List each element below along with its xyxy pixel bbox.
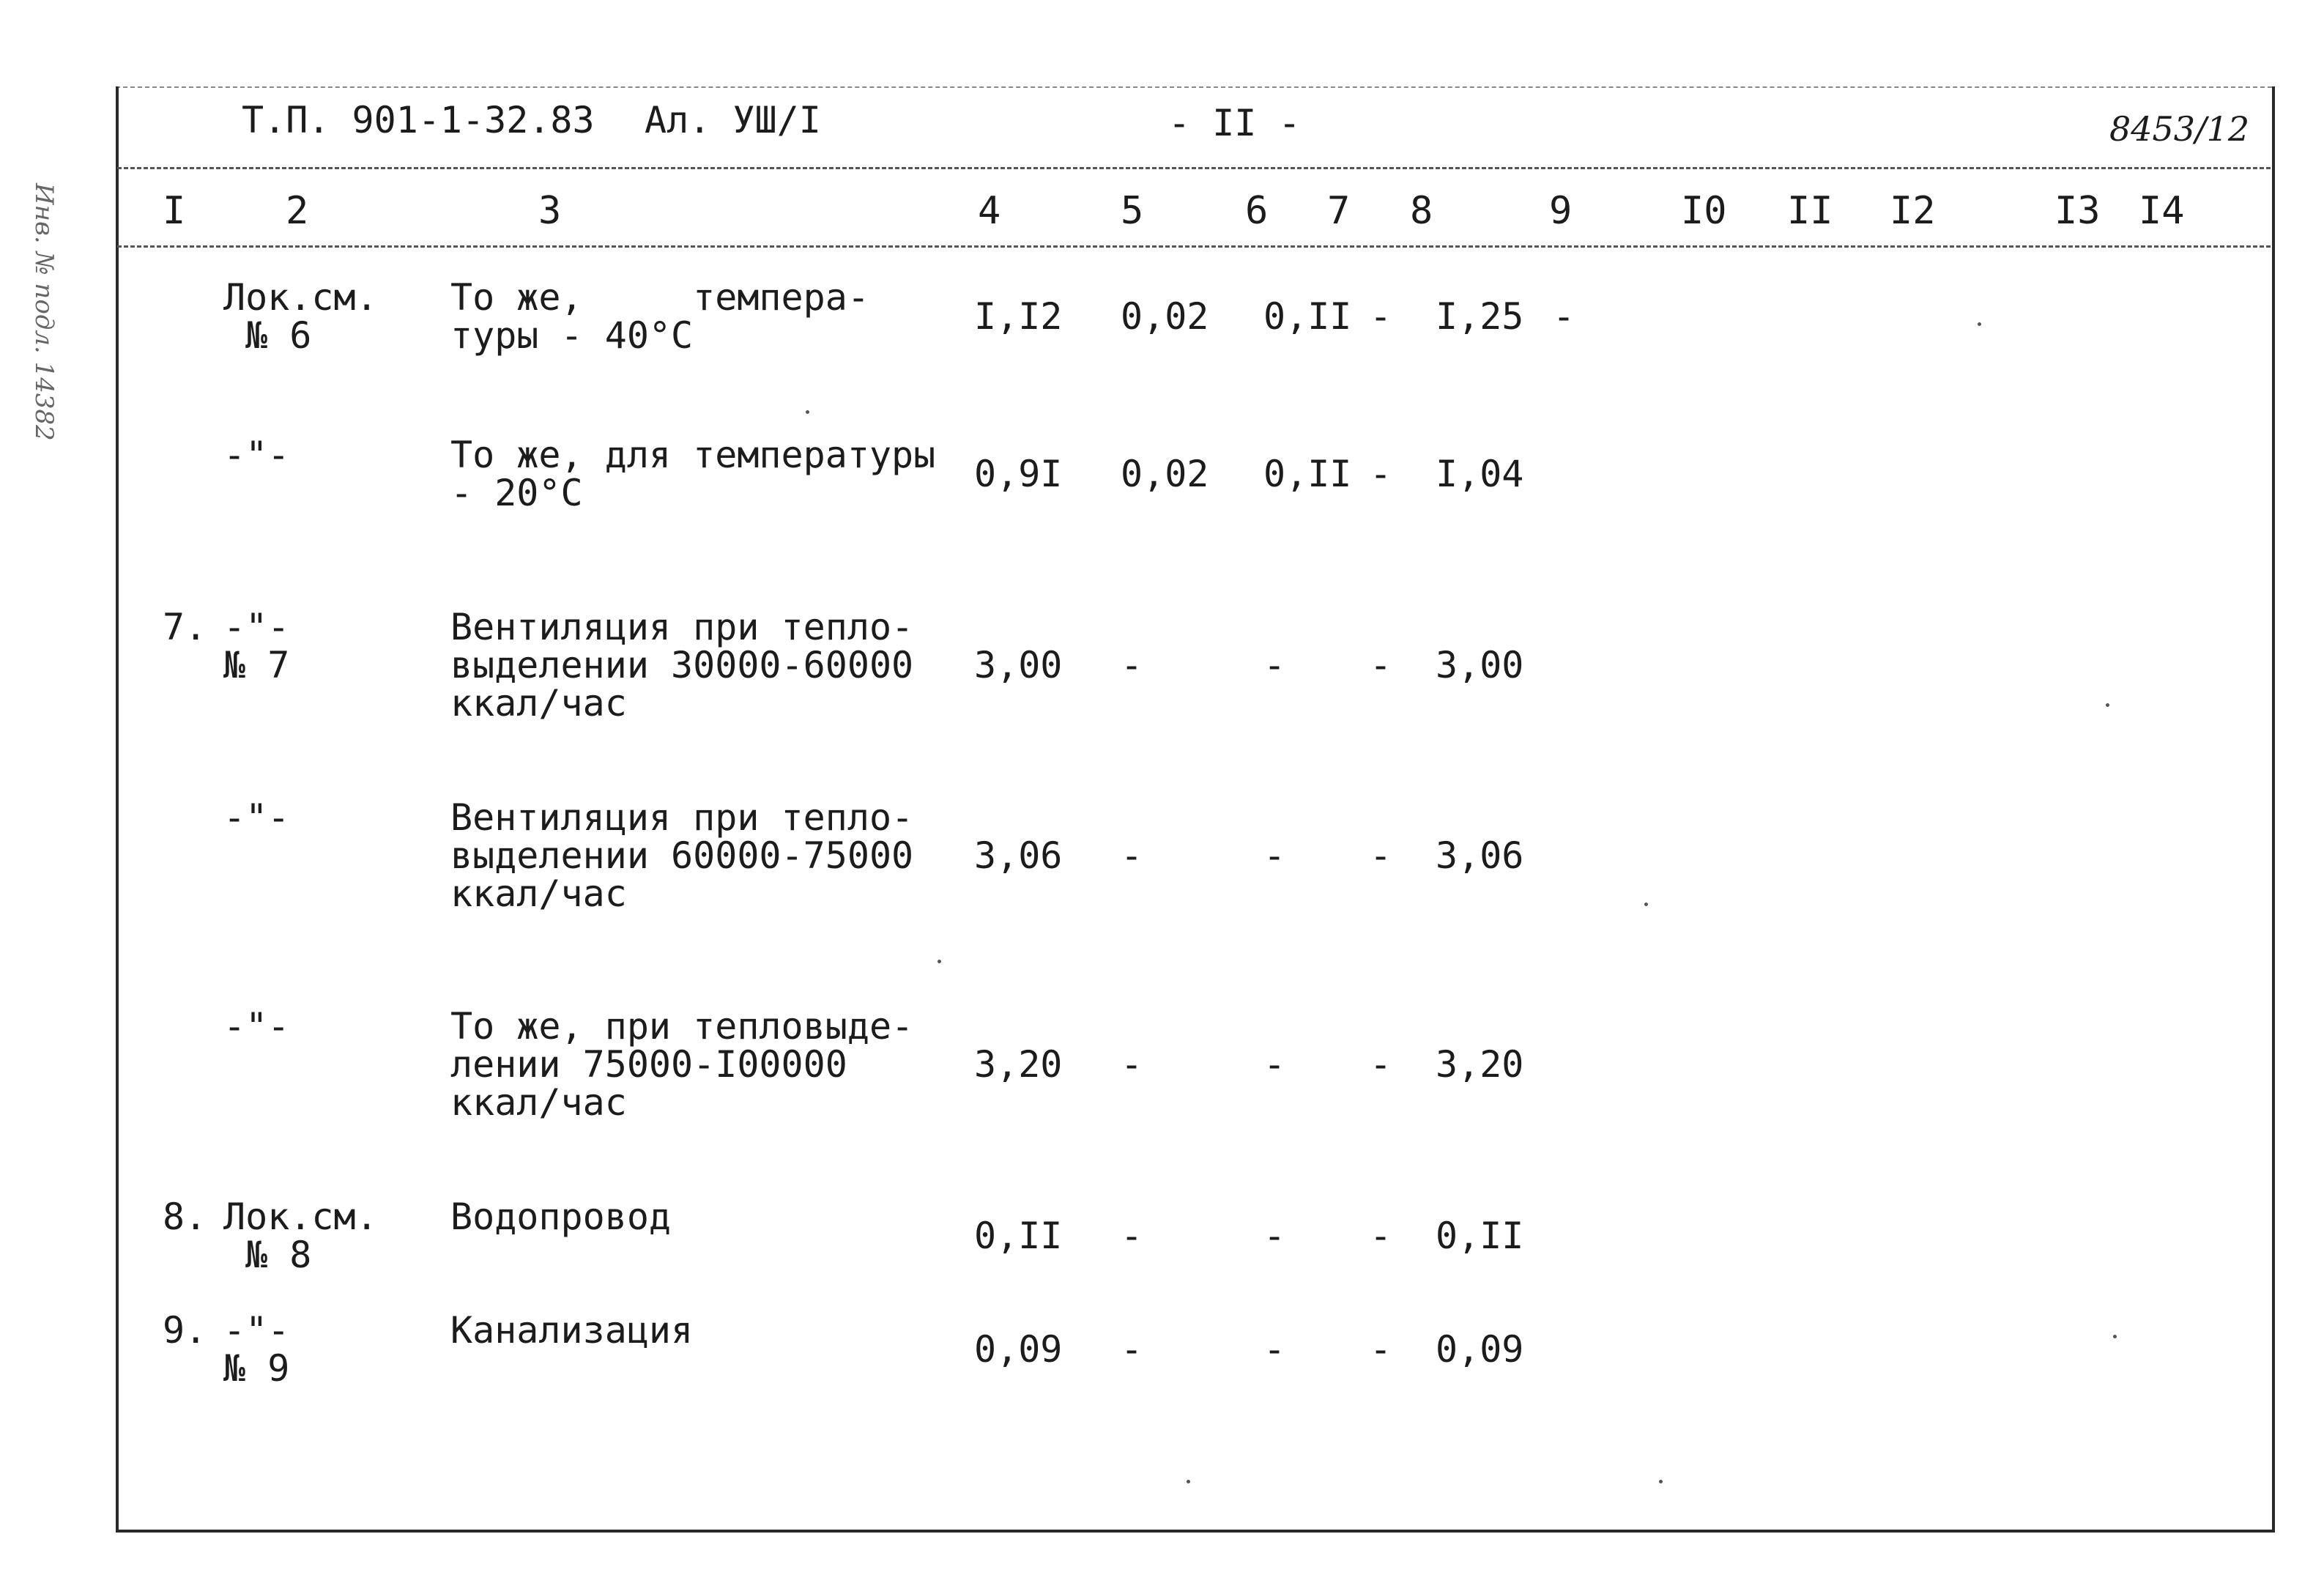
scan-speck bbox=[806, 410, 809, 414]
scan-speck bbox=[1978, 322, 1981, 326]
cell-col-7: - bbox=[1370, 453, 1392, 495]
cell-col-7: - bbox=[1370, 644, 1392, 686]
cell-col-4: 3,20 bbox=[974, 1043, 1063, 1086]
scan-speck bbox=[1659, 1480, 1663, 1483]
page-number: - II - bbox=[1168, 102, 1301, 144]
estimate-ref: Лок.см. № 6 bbox=[223, 276, 378, 357]
work-description: То же, для температуры - 20°С bbox=[450, 434, 936, 514]
row-number: 8. bbox=[163, 1196, 207, 1238]
cell-col-8: 3,00 bbox=[1436, 644, 1524, 686]
cell-col-8: 0,09 bbox=[1436, 1328, 1524, 1371]
cell-col-8: I,04 bbox=[1436, 453, 1524, 495]
estimate-ref: -"- bbox=[223, 434, 290, 476]
work-description: То же, темпера- туры - 40°С bbox=[450, 276, 869, 357]
cell-col-4: 0,9I bbox=[974, 453, 1063, 495]
cell-col-8: 3,06 bbox=[1436, 834, 1524, 877]
column-number: I3 bbox=[2054, 189, 2101, 233]
cell-col-4: I,I2 bbox=[974, 295, 1063, 338]
cell-col-4: 0,II bbox=[974, 1215, 1063, 1257]
cell-col-8: 0,II bbox=[1436, 1215, 1524, 1257]
scan-speck bbox=[1187, 1480, 1190, 1483]
column-number: 9 bbox=[1549, 189, 1573, 233]
cell-col-7: - bbox=[1370, 834, 1392, 877]
column-number: I2 bbox=[1890, 189, 1936, 233]
work-description: Вентиляция при тепло- выделении 30000-60000 ккал/час bbox=[450, 606, 914, 725]
cell-col-6: - bbox=[1263, 1328, 1286, 1371]
scan-speck bbox=[2106, 703, 2109, 707]
column-number: 7 bbox=[1327, 189, 1351, 233]
cell-col-8: I,25 bbox=[1436, 295, 1524, 338]
column-number: I0 bbox=[1681, 189, 1727, 233]
cell-col-5: - bbox=[1121, 644, 1143, 686]
column-number: 2 bbox=[286, 189, 309, 233]
estimate-ref: -"- № 7 bbox=[223, 606, 290, 686]
column-number: I4 bbox=[2139, 189, 2185, 233]
row-number: 9. bbox=[163, 1309, 207, 1352]
column-number: 5 bbox=[1121, 189, 1144, 233]
album-label: Ал. УШ/I bbox=[645, 99, 821, 141]
work-description: То же, при тепловыде- лении 75000-I00000 ккал/час bbox=[450, 1005, 914, 1124]
cell-col-5: 0,02 bbox=[1121, 453, 1209, 495]
cell-col-8: 3,20 bbox=[1436, 1043, 1524, 1086]
cell-col-5: - bbox=[1121, 1215, 1143, 1257]
cell-col-6: - bbox=[1263, 644, 1286, 686]
cell-col-4: 0,09 bbox=[974, 1328, 1063, 1371]
cell-col-5: 0,02 bbox=[1121, 295, 1209, 338]
column-number: 8 bbox=[1410, 189, 1433, 233]
work-description: Водопровод bbox=[450, 1196, 672, 1238]
cell-col-4: 3,06 bbox=[974, 834, 1063, 877]
cell-col-7: - bbox=[1370, 1328, 1392, 1371]
column-number: 3 bbox=[538, 189, 562, 233]
cell-col-6: 0,II bbox=[1263, 453, 1352, 495]
cell-col-9: - bbox=[1553, 295, 1575, 338]
column-number: I bbox=[163, 189, 186, 233]
cell-col-7: - bbox=[1370, 295, 1392, 338]
cell-col-6: 0,II bbox=[1263, 295, 1352, 338]
cell-col-5: - bbox=[1121, 834, 1143, 877]
estimate-ref: Лок.см. № 8 bbox=[223, 1196, 378, 1276]
header-rule-bottom bbox=[117, 245, 2271, 248]
cell-col-4: 3,00 bbox=[974, 644, 1063, 686]
cell-col-7: - bbox=[1370, 1043, 1392, 1086]
cell-col-7: - bbox=[1370, 1215, 1392, 1257]
estimate-ref: -"- bbox=[223, 1005, 290, 1048]
estimate-ref: -"- № 9 bbox=[223, 1309, 290, 1390]
header-rule-top bbox=[117, 167, 2271, 169]
column-number: II bbox=[1787, 189, 1833, 233]
cell-col-5: - bbox=[1121, 1328, 1143, 1371]
side-note: Инв. № подл. 14382 bbox=[29, 183, 59, 441]
archive-stamp: 8453/12 bbox=[2109, 109, 2250, 149]
cell-col-5: - bbox=[1121, 1043, 1143, 1086]
row-number: 7. bbox=[163, 606, 207, 648]
work-description: Канализация bbox=[450, 1309, 694, 1352]
column-number: 4 bbox=[978, 189, 1001, 233]
scan-speck bbox=[2113, 1335, 2117, 1338]
document-code: Т.П. 901-1-32.83 bbox=[242, 99, 595, 141]
cell-col-6: - bbox=[1263, 834, 1286, 877]
estimate-ref: -"- bbox=[223, 796, 290, 839]
scan-speck bbox=[938, 960, 941, 963]
cell-col-6: - bbox=[1263, 1043, 1286, 1086]
cell-col-6: - bbox=[1263, 1215, 1286, 1257]
column-number: 6 bbox=[1245, 189, 1269, 233]
scan-speck bbox=[1644, 903, 1648, 906]
work-description: Вентиляция при тепло- выделении 60000-75000 ккал/час bbox=[450, 796, 914, 915]
